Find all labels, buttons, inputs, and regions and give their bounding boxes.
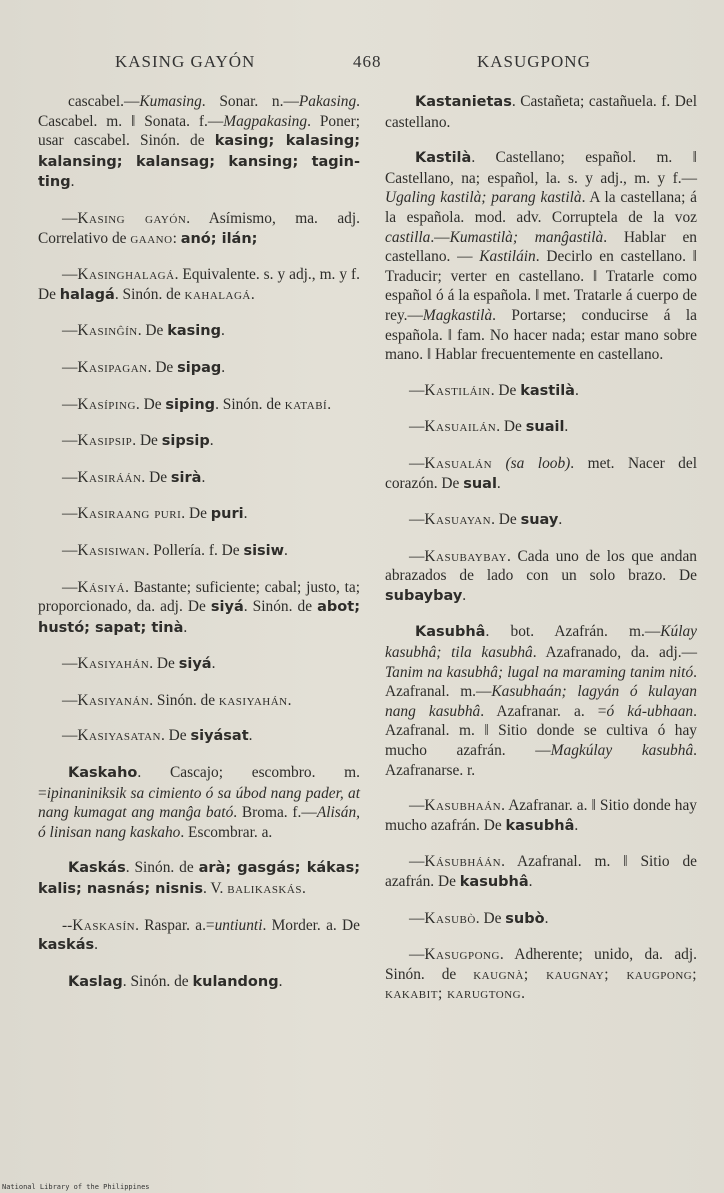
dictionary-entry: —Kastiláin. De kastilà. <box>409 381 579 399</box>
dictionary-entry: Kastanietas. Castañeta; castañuela. f. Del castellano. <box>385 93 697 131</box>
page-header <box>0 44 724 78</box>
dictionary-entry: —Kasing gayón. Asímismo, ma. adj. Correlativo de gaano: anó; ilán; <box>38 209 360 247</box>
dictionary-entry: —Kásubháán. Azafranal. m. ‖ Sitio de azafrán. De kasubhâ. <box>385 853 697 890</box>
dictionary-entry: Kasubhâ. bot. Azafrán. m.—Kúlay kasubhâ; tila kasubhâ. Azafranado, da. adj.—Tanim na kasubhâ; lugal na maraming tanim nitó. Azafranal. m.—Kasubhaán; lagyán ó kulayan nang kasubhâ. Azafranar. a. =ó ká-ubhaan. Azafranal. m. ‖ Sitio donde se cultiva ó hay mucho azafrán. —Magkúlay kasubhâ. Azafranarse. r. <box>385 623 698 779</box>
dictionary-entry: —Kasualán (sa loob). met. Nacer del corazón. De sual. <box>385 454 697 492</box>
dictionary-entry: —Kasugpong. Adherente; unido, da. adj. Sinón. de kaugnà; kaugnay; kaugpong; kakabit; karugtong. <box>385 946 697 1003</box>
dictionary-entry: —Kasiyasatan. De siyásat. <box>62 727 253 745</box>
right-column <box>385 92 697 1020</box>
dictionary-entry: —Kásiyá. Bastante; suficiente; cabal; justo, ta; proporcionado, da. adj. De siyá. Sinón. de abot; hustó; sapat; tinà. <box>38 578 360 636</box>
dictionary-entry: —Kasíping. De siping. Sinón. de katabí. <box>62 395 332 413</box>
dictionary-entry: —Kasubò. De subò. <box>409 909 549 927</box>
dictionary-entry: —Kasiráán. De sirà. <box>62 468 206 486</box>
dictionary-entry: —Kasubaybay. Cada uno de los que andan abrazados de lado con un solo brazo. De subaybay. <box>385 547 697 604</box>
dictionary-entry: —Kasinghalagá. Equivalente. s. y adj., m. y f. De halagá. Sinón. de kahalagá. <box>38 266 360 303</box>
dictionary-entry: —Kasiraang puri. De puri. <box>62 505 248 523</box>
dictionary-entry: Kaskás. Sinón. de arà; gasgás; kákas; kalis; nasnás; nisnis. V. balikaskás. <box>38 859 361 898</box>
running-head-right: KASUGPONG <box>477 52 591 71</box>
dictionary-entry: —Kasuailán. De suail. <box>409 418 569 436</box>
dictionary-entry: —Kasipagan. De sipag. <box>62 358 226 376</box>
dictionary-entry: cascabel.—Kumasing. Sonar. n.—Pakasing. Cascabel. m. ‖ Sonata. f.—Magpakasing. Poner; usar cascabel. Sinón. de kasing; kalasing; kalansing; kalansag; kansing; taginting. <box>38 93 360 191</box>
dictionary-entry: —Kasiyahán. De siyá. <box>62 655 216 673</box>
page-number: 468 <box>353 52 382 71</box>
dictionary-entry: —Kasubhaán. Azafranar. a. ‖ Sitio donde hay mucho azafrán. De kasubhâ. <box>385 797 697 834</box>
dictionary-entry: —Kasuayan. De suay. <box>409 511 563 529</box>
dictionary-entry: --Kaskasín. Raspar. a.=untiunti. Morder. a. De kaskás. <box>38 916 360 954</box>
library-footer: National Library of the Philippines <box>2 1183 150 1191</box>
dictionary-entry: Kaskaho. Cascajo; escombro. m. =ipinaniniksik sa cimiento ó sa úbod nang pader, at nang kumagat ang manĝa bató. Broma. f.—Alisán, ó linisan nang kaskaho. Escombrar. a. <box>38 764 360 841</box>
dictionary-entry: —Kasinĝín. De kasing. <box>62 322 225 340</box>
left-column <box>38 92 360 1008</box>
dictionary-entry: —Kasipsip. De sipsip. <box>62 432 214 450</box>
dictionary-entry: Kastilà. Castellano; español. m. ‖ Castellano, na; español, la. s. y adj., m. y f.—Ugaling kastilà; parang kastilà. A la castellana; á la española. mod. adv. Corruptela de la voz castilla.—Kumastilà; manĝastilà. Hablar en castellano. — Kastiláin. Decirlo en castellano. ‖ Traducir; verter en castellano. ‖ Tratarle como español ó á la española. ‖ met. Tratarle á cuerpo de rey.—Magkastilà. Portarse; conducirse á la española. ‖ fam. No hacer nada; estar mano sobre mano. ‖ Hablar frecuentemente en castellano. <box>385 149 698 364</box>
dictionary-entry: —Kasiyanán. Sinón. de kasiyahán. <box>62 691 292 709</box>
dictionary-entry: Kaslag. Sinón. de kulandong. <box>68 972 283 990</box>
running-head-left: KASING GAYÓN <box>115 52 256 71</box>
dictionary-entry: —Kasisiwan. Pollería. f. De sisiw. <box>62 541 288 559</box>
